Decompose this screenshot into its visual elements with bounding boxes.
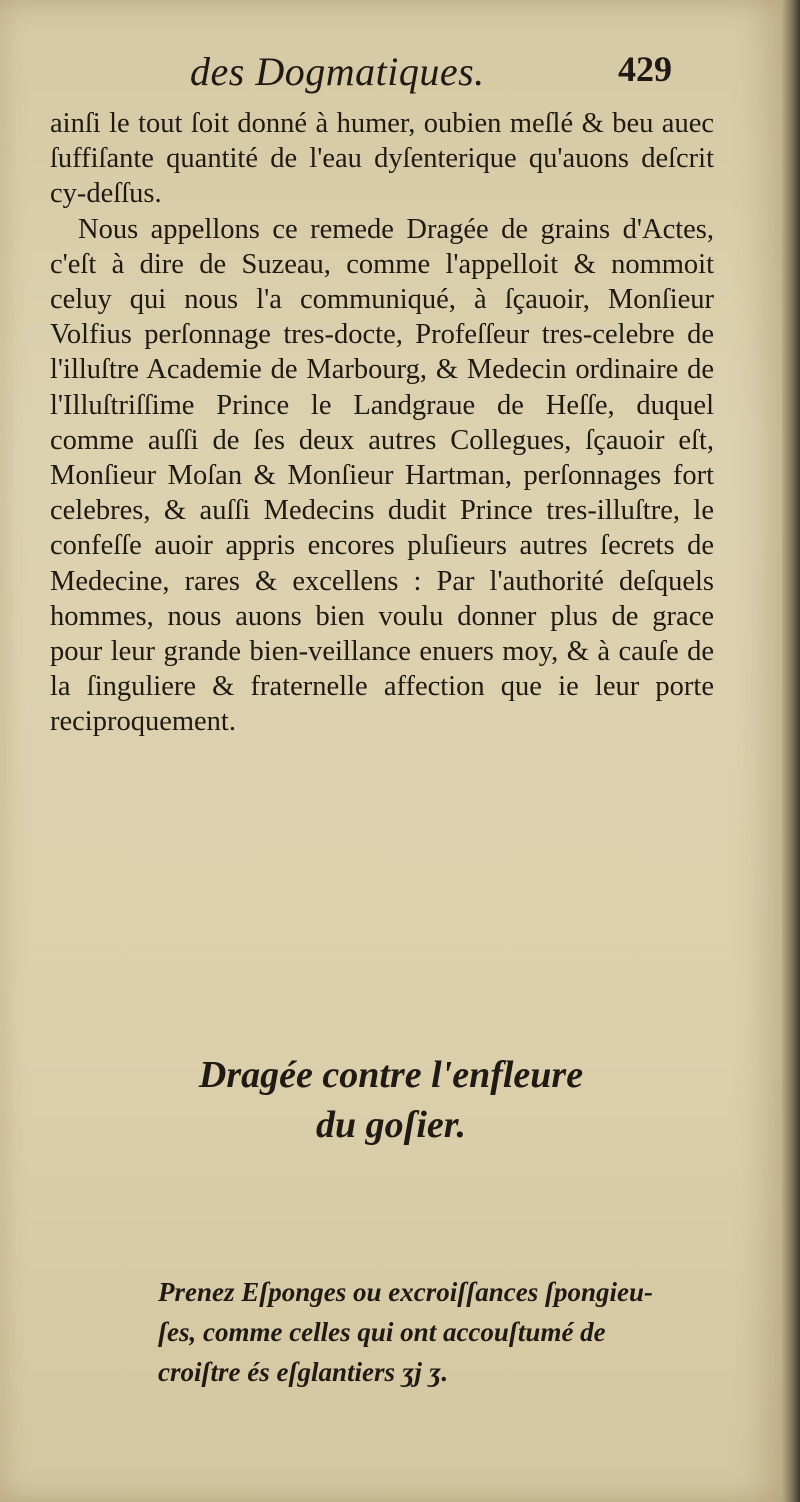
page-number: 429 bbox=[618, 49, 672, 89]
page-edge-shadow bbox=[782, 0, 800, 1502]
section-heading-line-2: du goſier. bbox=[316, 1104, 466, 1146]
recipe-line-1: Prenez Eſponges ou excroiſſances ſpongieu- bbox=[158, 1277, 653, 1307]
section-heading-line-1: Dragée contre l'enfleure bbox=[198, 1054, 584, 1096]
recipe-line-3: croiſtre és eſglantiers ʒj ʒ. bbox=[158, 1357, 449, 1387]
paragraph-2: Nous appellons ce remede Dragée de grains d'Actes, c'eſt à dire de Suzeau, comme l'appelloit & nommoit celuy qui nous l'a communiqué, à ſçauoir, Monſieur Volfius perſonnage tres-docte, Profeſſeur tres-celebre de l'illuſtre Academie de Marbourg, & Medecin ordinaire de l'Illuſtriſſime Prince le Landgraue de Heſſe, duquel comme auſſi de ſes deux autres Collegues, ſçauoir eſt, Monſieur Moſan & Monſieur Hartman, perſonnages fort celebres, & auſſi Medecins dudit Prince tres-illuſtre, le confeſſe auoir appris encores pluſieurs autres ſecrets de Medecine, rares & excellens : Par l'authorité deſquels hommes, nous auons bien voulu donner plus de grace pour leur grande bien-veillance enuers moy, & à cauſe de la ſinguliere & fraternelle affection que ie leur porte reciproquement. bbox=[50, 213, 714, 738]
recipe-text bbox=[158, 1272, 706, 1392]
paragraph-1: ainſi le tout ſoit donné à humer, oubien meſlé & beu auec ſuffiſante quantité de l'eau dyſenterique qu'auons deſcrit cy-deſſus. bbox=[50, 108, 714, 210]
section-heading bbox=[0, 1050, 782, 1150]
recipe-line-2: ſes, comme celles qui ont accouſtumé de bbox=[158, 1317, 606, 1347]
running-head-title: des Dogmatiques. bbox=[190, 49, 485, 94]
running-head bbox=[0, 40, 782, 100]
body-text bbox=[50, 106, 714, 740]
